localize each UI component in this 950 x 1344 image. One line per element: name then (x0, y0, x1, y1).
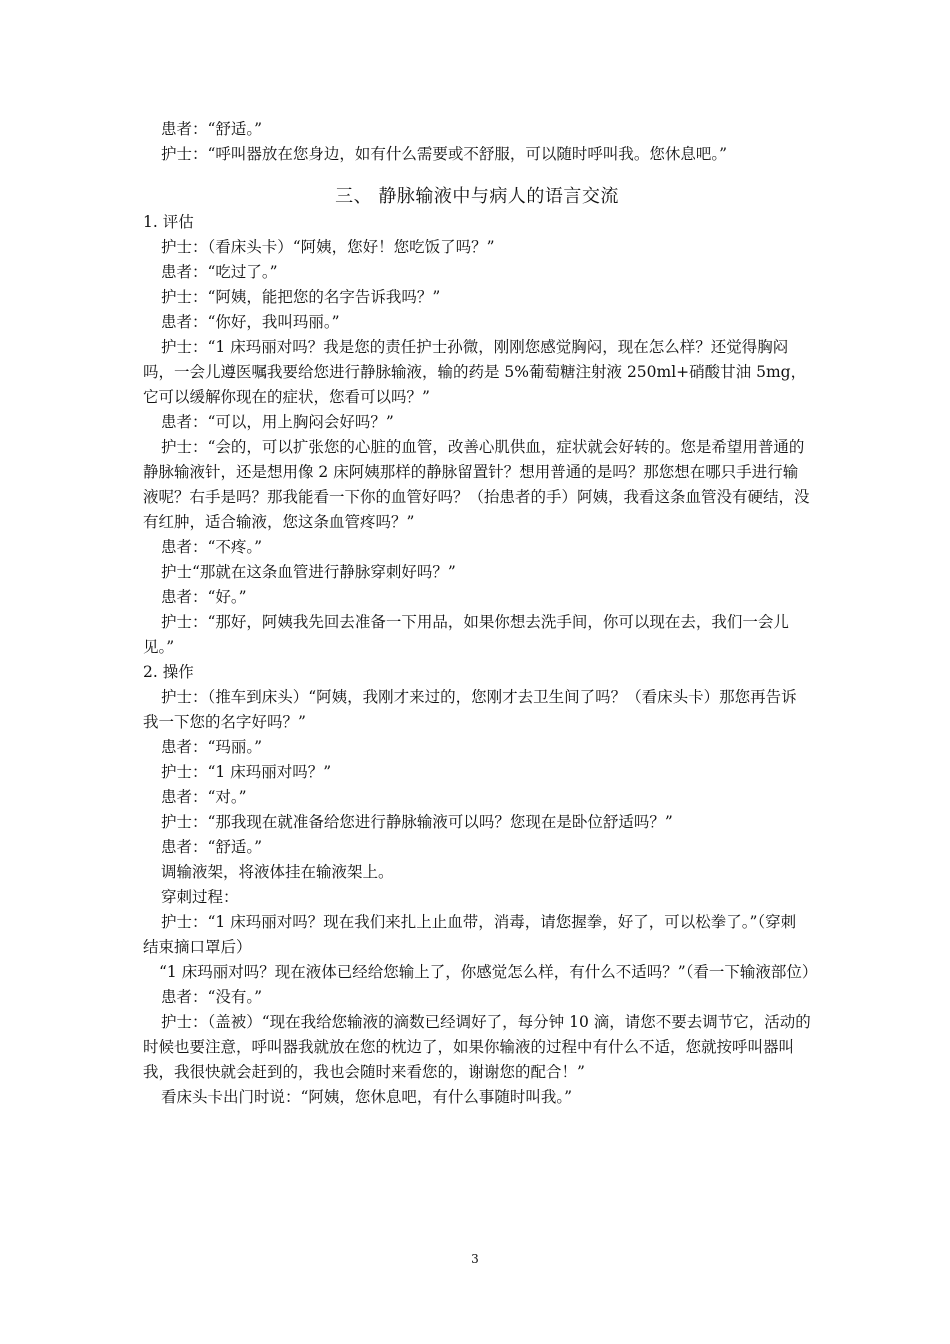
dialogue-line: 护士：“1 床玛丽对吗？现在我们来扎上止血带，消毒，请您握拳，好了，可以松拳了。”（穿刺结束摘口罩后） (143, 913, 797, 956)
dialogue-line: “1 床玛丽对吗？现在液体已经给您输上了，你感觉怎么样，有什么不适吗？”（看一下输液部位） (159, 963, 818, 981)
document-body (143, 117, 818, 1110)
dialogue-line: 护士：“会的，可以扩张您的心脏的血管，改善心肌供血，症状就会好转的。您是希望用普通的静脉输液针，还是想用像 2 床阿姨那样的静脉留置针？想用普通的是吗？那您想在哪只手进行输液呢？右手是吗？那我能看一下你的血管好吗？（抬患者的手）阿姨，我看这条血管没有硬结，没有红肿，适合输液，您这条血管疼吗？” (143, 438, 810, 531)
dialogue-line: 患者：“你好，我叫玛丽。” (161, 313, 340, 331)
procedure-note: 穿刺过程： (161, 888, 239, 906)
dialogue-line: 患者：“玛丽。” (161, 738, 263, 756)
dialogue-line: 患者：“舒适。” (161, 838, 263, 856)
intro-line: 护士：“呼叫器放在您身边，如有什么需要或不舒服，可以随时呼叫我。您休息吧。” (161, 145, 728, 163)
dialogue-line: 患者：“不疼。” (161, 538, 263, 556)
dialogue-line: 护士：（推车到床头）“阿姨，我刚才来过的，您刚才去卫生间了吗？（看床头卡）那您再告诉我一下您的名字好吗？” (143, 688, 797, 731)
dialogue-line: 护士：“阿姨，能把您的名字告诉我吗？” (161, 288, 441, 306)
dialogue-line: 护士：“那我现在就准备给您进行静脉输液可以吗？您现在是卧位舒适吗？” (161, 813, 673, 831)
subsection-heading-operation: 2. 操作 (143, 663, 194, 681)
section-title: 三、 静脉输液中与病人的语言交流 (335, 186, 619, 207)
dialogue-line: 患者：“好。” (161, 588, 247, 606)
dialogue-line: 护士：（盖被）“现在我给您输液的滴数已经调好了，每分钟 10 滴，请您不要去调节它，活动的时候也要注意，呼叫器我就放在您的枕边了，如果你输液的过程中有什么不适，您就按呼叫器叫我，我很快就会赶到的，我也会随时来看您的，谢谢您的配合！” (143, 1013, 811, 1081)
subsection-heading-assessment: 1. 评估 (143, 213, 194, 231)
dialogue-line: 护士：（看床头卡）“阿姨，您好！您吃饭了吗？” (161, 238, 495, 256)
intro-line: 患者：“舒适。” (161, 120, 263, 138)
dialogue-line: 护士：“1 床玛丽对吗？我是您的责任护士孙微，刚刚您感觉胸闷，现在怎么样？还觉得胸闷吗，一会儿遵医嘱我要给您进行静脉输液，输的药是 5%葡萄糖注射液 250ml+硝酸甘油 5mg，它可以缓解你现在的症状，您看可以吗？” (143, 338, 807, 406)
dialogue-line: 护士：“那好，阿姨我先回去准备一下用品，如果你想去洗手间，你可以现在去，我们一会儿见。” (143, 613, 789, 656)
dialogue-line: 患者：“可以，用上胸闷会好吗？” (161, 413, 394, 431)
dialogue-line: 患者：“没有。” (161, 988, 263, 1006)
page-number: 3 (471, 1252, 479, 1266)
dialogue-line: 患者：“对。” (161, 788, 247, 806)
dialogue-line: 看床头卡出门时说：“阿姨，您休息吧，有什么事随时叫我。” (161, 1088, 573, 1106)
dialogue-line: 护士“那就在这条血管进行静脉穿刺好吗？” (161, 563, 456, 581)
procedure-note: 调输液架，将液体挂在输液架上。 (161, 863, 394, 881)
dialogue-line: 患者：“吃过了。” (161, 263, 278, 281)
dialogue-line: 护士：“1 床玛丽对吗？” (161, 763, 332, 781)
